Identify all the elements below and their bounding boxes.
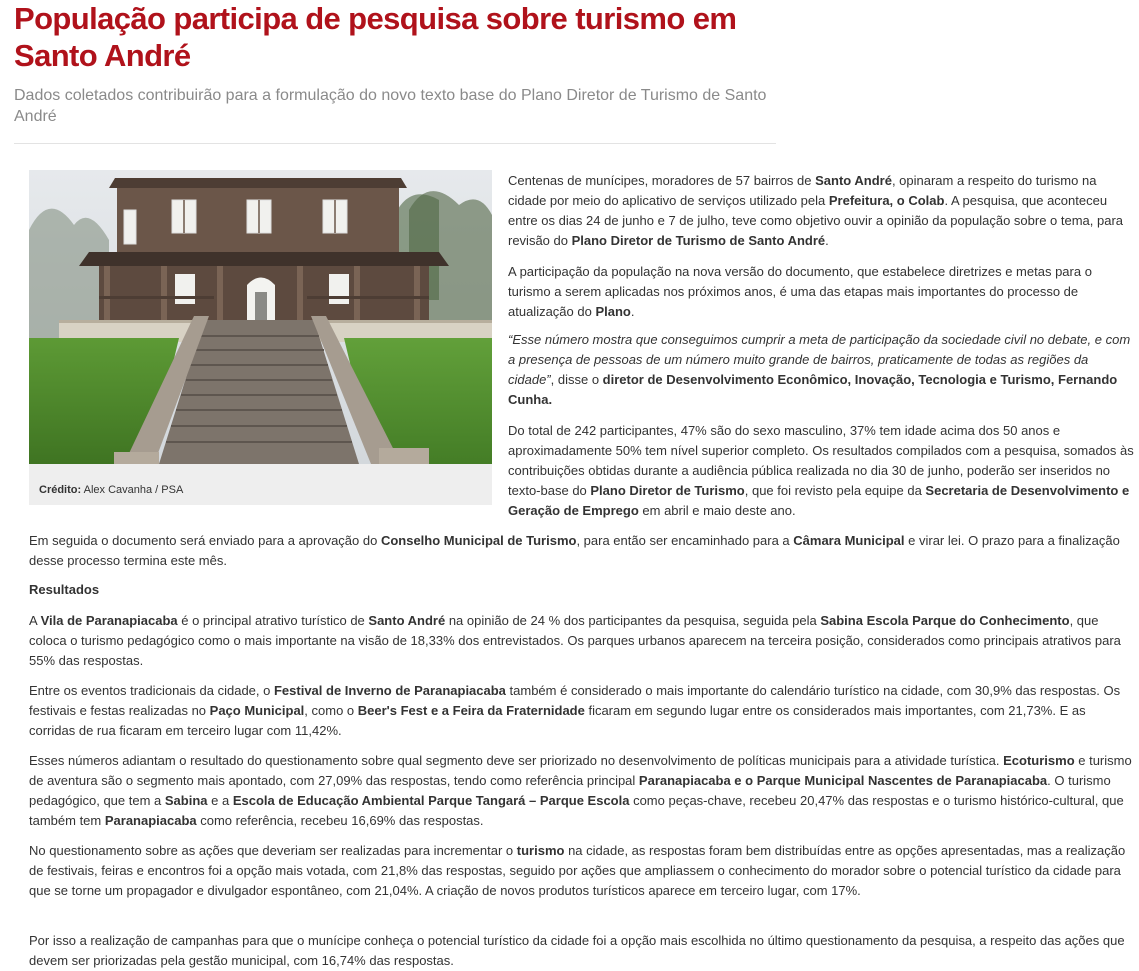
paragraph-intro	[508, 171, 1136, 251]
paragraph-campaigns	[29, 931, 1135, 971]
text-run: é o principal atrativo turístico de	[177, 613, 369, 628]
bold-text-run: Paranapiacaba	[104, 813, 197, 828]
bold-text-run: Câmara Municipal	[793, 533, 905, 548]
text-run: , como o	[304, 703, 358, 718]
bold-text-run: Escola de Educação Ambiental Parque Tangará – Parque Escola	[232, 793, 630, 808]
text-run: e virar lei. O prazo para a finalização desse processo termina este mês.	[29, 533, 1120, 568]
bold-text-run: Plano	[595, 304, 631, 319]
bold-text-run: Resultados	[29, 582, 100, 597]
bold-text-run: Plano Diretor de Turismo	[590, 483, 745, 498]
text-run: Por isso a realização de campanhas para que o munícipe conheça o potencial turístico da cidade foi a opção mais escolhida no último questionamento da pesquisa, a respeito das ações que devem ser priorizadas pela gestão municipal, com 16,74% das respostas.	[29, 933, 1125, 968]
text-run: em abril e maio deste ano.	[638, 503, 796, 518]
bold-text-run: Festival de Inverno de Paranapiacaba	[273, 683, 506, 698]
article-subtitle: Dados coletados contribuirão para a formulação do novo texto base do Plano Diretor de Turismo de Santo André	[14, 87, 767, 125]
text-run: Entre os eventos tradicionais da cidade, o	[29, 683, 274, 698]
bold-text-run: Plano Diretor de Turismo de Santo André	[571, 233, 826, 248]
paragraph-actions	[29, 841, 1135, 901]
text-run: .	[630, 304, 635, 319]
house-photo-illustration	[29, 170, 492, 464]
paragraph-segments	[29, 751, 1135, 831]
bold-text-run: Sabina	[164, 793, 208, 808]
text-run: , opinaram a respeito do turismo na cidade por meio do aplicativo de serviços utilizado pela	[508, 173, 1097, 208]
text-run: , que coloca o turismo pedagógico como o mais importante na visão de 18,33% dos entrevistados. Os parques urbanos aparecem na terceira posição, considerados como principais atrativos para 55% das respostas.	[29, 613, 1121, 668]
text-run: Esses números adiantam o resultado do questionamento sobre qual segmento deve ser priorizado no desenvolvimento de políticas municipais para a atividade turística.	[29, 753, 1004, 768]
text-run: Do total de 242 participantes, 47% são do sexo masculino, 37% tem idade acima dos 50 anos e aproximadamente 50% tem nível superior completo. Os resultados compilados com a pesquisa, somados às contribuições obtidas durante a audiência pública realizada no dia 30 de junho, poderão ser inseridos no texto-base do	[508, 423, 1134, 498]
paragraph-events	[29, 681, 1135, 741]
text-run: Centenas de munícipes, moradores de 57 bairros de	[508, 173, 816, 188]
article-title: População participa de pesquisa sobre turismo em Santo André	[14, 1, 737, 73]
bold-text-run: Sabina Escola Parque do Conhecimento	[820, 613, 1070, 628]
text-run: , para então ser encaminhado para a	[576, 533, 794, 548]
text-run: e turismo de aventura são o segmento mais apontado, com 27,09% das respostas, tendo como referência principal	[29, 753, 1132, 788]
bold-text-run: Santo André	[815, 173, 892, 188]
paragraph-quote	[508, 330, 1136, 410]
bold-text-run: Ecoturismo	[1003, 753, 1075, 768]
bold-text-run: Paço Municipal	[209, 703, 305, 718]
paragraph-attractions	[29, 611, 1135, 671]
text-run: . A pesquisa, que aconteceu entre os dias 24 de junho e 7 de julho, teve como objetivo ouvir a opinião da população sobre o tema, para revisão do	[508, 193, 1124, 248]
bold-text-run: Secretaria de Desenvolvimento e Geração de Emprego	[508, 483, 1130, 518]
photo-figure	[29, 170, 492, 505]
text-run: .	[825, 233, 829, 248]
text-run: A	[29, 613, 41, 628]
text-run: na cidade, as respostas foram bem distribuídas entre as opções apresentadas, mas a realização de festivais, feiras e encontros foi a opção mais votada, com 21,8% das respostas, seguido por ações que ampliassem o conhecimento do morador sobre o potencial turístico da cidade para que se torne um propagador e divulgador espontâneo, com 21,04%. A criação de novos produtos turísticos aparece em terceiro lugar, com 17%.	[29, 843, 1126, 898]
text-run: , disse o	[550, 372, 603, 387]
article-photo[interactable]	[29, 170, 492, 464]
paragraph-next-steps	[29, 531, 1135, 571]
bold-text-run: Paranapiacaba e o Parque Municipal Nascentes de Paranapiacaba	[638, 773, 1048, 788]
section-heading-resultados	[29, 580, 1135, 600]
bold-text-run: Conselho Municipal de Turismo	[380, 533, 577, 548]
text-run: como peças-chave, recebeu 20,47% das respostas e o turismo histórico-cultural, que também tem	[29, 793, 1124, 828]
paragraph-participants	[508, 421, 1136, 521]
text-run: , que foi revisto pela equipe da	[744, 483, 926, 498]
text-run: No questionamento sobre as ações que deveriam ser realizadas para incrementar o	[29, 843, 517, 858]
caption-label: Crédito:	[39, 484, 82, 496]
quoted-text-run: “Esse número mostra que conseguimos cumprir a meta de participação da sociedade civil no debate, e com a presença de pessoas de um número muito grande de bairros, praticamente de todas as regiões da cidade”	[508, 332, 1131, 387]
bold-text-run: diretor de Desenvolvimento Econômico, Inovação, Tecnologia e Turismo, Fernando Cunha.	[508, 372, 1118, 407]
text-run: Em seguida o documento será enviado para a aprovação do	[29, 533, 381, 548]
text-run: e a	[207, 793, 233, 808]
caption-credit: Alex Cavanha / PSA	[83, 484, 184, 496]
text-run: na opinião de 24 % dos participantes da pesquisa, seguida pela	[445, 613, 821, 628]
text-run: como referência, recebeu 16,69% das respostas.	[196, 813, 484, 828]
bold-text-run: Beer's Fest e a Feira da Fraternidade	[357, 703, 585, 718]
text-run: A participação da população na nova versão do documento, que estabelece diretrizes e metas para o turismo a serem aplicadas nos próximos anos, é uma das etapas mais importantes do processo de atualização do	[508, 264, 1092, 319]
text-run: também é considerado o mais importante do calendário turístico na cidade, com 30,9% das respostas. Os festivais e festas realizadas no	[29, 683, 1121, 718]
bold-text-run: turismo	[516, 843, 565, 858]
bold-text-run: Santo André	[368, 613, 446, 628]
photo-caption	[39, 483, 183, 497]
text-run: ficaram em segundo lugar entre os considerados mais importantes, com 21,73%. E as corridas de rua ficaram em terceiro lugar com 11,42%.	[29, 703, 1086, 738]
bold-text-run: Prefeitura, o Colab	[828, 193, 945, 208]
header-divider	[14, 143, 776, 144]
paragraph-participation	[508, 262, 1136, 322]
text-run: . O turismo pedagógico, que tem a	[29, 773, 1111, 808]
bold-text-run: Vila de Paranapiacaba	[40, 613, 178, 628]
